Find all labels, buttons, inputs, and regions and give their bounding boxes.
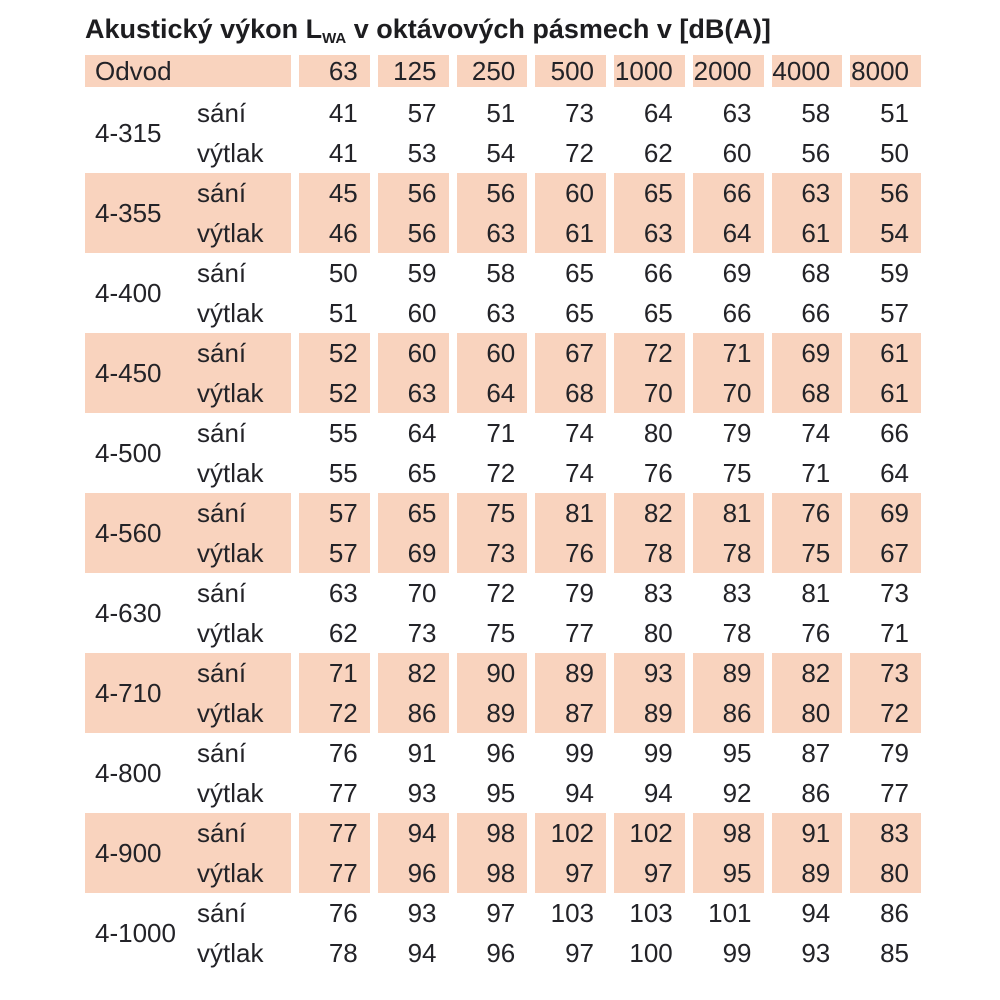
value-cell-4-450-sani-8000: 61 [842, 333, 921, 373]
value-cell-4-710-sani-63: 71 [291, 653, 370, 693]
mode-cell-sani: sání [195, 813, 291, 853]
row-4-900-vytlak [85, 853, 921, 893]
value-cell-4-400-vytlak-1000: 65 [606, 293, 685, 333]
value-cell-4-1000-vytlak-63: 78 [291, 933, 370, 973]
value-cell-4-630-sani-8000: 73 [842, 573, 921, 613]
row-4-1000-sani [85, 893, 921, 933]
value-cell-4-1000-sani-63: 76 [291, 893, 370, 933]
value-cell-4-355-sani-4000: 63 [764, 173, 843, 213]
value-cell-4-800-sani-250: 96 [449, 733, 528, 773]
mode-cell-vytlak: výtlak [195, 933, 291, 973]
mode-cell-vytlak: výtlak [195, 773, 291, 813]
value-cell-4-450-vytlak-500: 68 [527, 373, 606, 413]
value-cell-4-500-sani-500: 74 [527, 413, 606, 453]
value-cell-4-450-vytlak-250: 64 [449, 373, 528, 413]
value-cell-4-710-sani-8000: 73 [842, 653, 921, 693]
value-cell-4-800-sani-1000: 99 [606, 733, 685, 773]
value-cell-4-500-vytlak-8000: 64 [842, 453, 921, 493]
value-cell-4-500-vytlak-1000: 76 [606, 453, 685, 493]
value-cell-4-800-sani-4000: 87 [764, 733, 843, 773]
value-cell-4-800-vytlak-4000: 86 [764, 773, 843, 813]
value-cell-4-500-sani-2000: 79 [685, 413, 764, 453]
value-cell-4-355-vytlak-2000: 64 [685, 213, 764, 253]
model-cell-4-900: 4-900 [85, 813, 195, 893]
frequency-header-1000: 1000 [606, 55, 685, 93]
row-4-400-sani [85, 253, 921, 293]
value-cell-4-1000-vytlak-4000: 93 [764, 933, 843, 973]
value-cell-4-400-sani-500: 65 [527, 253, 606, 293]
value-cell-4-710-vytlak-1000: 89 [606, 693, 685, 733]
table-body [85, 93, 921, 973]
value-cell-4-315-sani-1000: 64 [606, 93, 685, 133]
mode-cell-vytlak: výtlak [195, 613, 291, 653]
value-cell-4-355-sani-250: 56 [449, 173, 528, 213]
value-cell-4-315-sani-4000: 58 [764, 93, 843, 133]
row-4-800-vytlak [85, 773, 921, 813]
value-cell-4-1000-sani-4000: 94 [764, 893, 843, 933]
model-cell-4-560: 4-560 [85, 493, 195, 573]
row-4-630-sani [85, 573, 921, 613]
model-cell-4-710: 4-710 [85, 653, 195, 733]
title-prefix: Akustický výkon L [85, 14, 323, 44]
value-cell-4-800-vytlak-125: 93 [370, 773, 449, 813]
value-cell-4-800-sani-8000: 79 [842, 733, 921, 773]
page-title [85, 14, 1000, 45]
row-4-355-sani [85, 173, 921, 213]
value-cell-4-500-vytlak-125: 65 [370, 453, 449, 493]
value-cell-4-560-sani-1000: 82 [606, 493, 685, 533]
value-cell-4-560-sani-250: 75 [449, 493, 528, 533]
value-cell-4-800-sani-2000: 95 [685, 733, 764, 773]
value-cell-4-500-vytlak-500: 74 [527, 453, 606, 493]
value-cell-4-315-vytlak-8000: 50 [842, 133, 921, 173]
value-cell-4-1000-vytlak-1000: 100 [606, 933, 685, 973]
value-cell-4-560-vytlak-250: 73 [449, 533, 528, 573]
value-cell-4-900-vytlak-2000: 95 [685, 853, 764, 893]
value-cell-4-400-sani-63: 50 [291, 253, 370, 293]
value-cell-4-800-vytlak-1000: 94 [606, 773, 685, 813]
value-cell-4-355-sani-63: 45 [291, 173, 370, 213]
value-cell-4-315-vytlak-250: 54 [449, 133, 528, 173]
model-cell-4-800: 4-800 [85, 733, 195, 813]
value-cell-4-710-sani-125: 82 [370, 653, 449, 693]
value-cell-4-400-sani-250: 58 [449, 253, 528, 293]
value-cell-4-355-sani-2000: 66 [685, 173, 764, 213]
value-cell-4-1000-sani-8000: 86 [842, 893, 921, 933]
value-cell-4-710-vytlak-8000: 72 [842, 693, 921, 733]
value-cell-4-560-sani-4000: 76 [764, 493, 843, 533]
value-cell-4-900-vytlak-1000: 97 [606, 853, 685, 893]
value-cell-4-560-vytlak-4000: 75 [764, 533, 843, 573]
value-cell-4-560-vytlak-63: 57 [291, 533, 370, 573]
model-cell-4-1000: 4-1000 [85, 893, 195, 973]
value-cell-4-800-vytlak-250: 95 [449, 773, 528, 813]
value-cell-4-710-vytlak-2000: 86 [685, 693, 764, 733]
value-cell-4-630-sani-1000: 83 [606, 573, 685, 613]
value-cell-4-315-sani-250: 51 [449, 93, 528, 133]
value-cell-4-710-vytlak-4000: 80 [764, 693, 843, 733]
value-cell-4-1000-vytlak-125: 94 [370, 933, 449, 973]
value-cell-4-900-sani-1000: 102 [606, 813, 685, 853]
value-cell-4-560-vytlak-2000: 78 [685, 533, 764, 573]
value-cell-4-450-vytlak-4000: 68 [764, 373, 843, 413]
value-cell-4-315-vytlak-500: 72 [527, 133, 606, 173]
row-4-500-vytlak [85, 453, 921, 493]
mode-cell-sani: sání [195, 653, 291, 693]
value-cell-4-630-vytlak-8000: 71 [842, 613, 921, 653]
value-cell-4-450-sani-250: 60 [449, 333, 528, 373]
value-cell-4-1000-sani-250: 97 [449, 893, 528, 933]
mode-cell-sani: sání [195, 93, 291, 133]
value-cell-4-315-vytlak-2000: 60 [685, 133, 764, 173]
value-cell-4-500-sani-1000: 80 [606, 413, 685, 453]
value-cell-4-355-sani-500: 60 [527, 173, 606, 213]
value-cell-4-355-sani-125: 56 [370, 173, 449, 213]
value-cell-4-450-vytlak-2000: 70 [685, 373, 764, 413]
value-cell-4-710-vytlak-125: 86 [370, 693, 449, 733]
value-cell-4-400-vytlak-8000: 57 [842, 293, 921, 333]
value-cell-4-710-sani-500: 89 [527, 653, 606, 693]
value-cell-4-560-sani-125: 65 [370, 493, 449, 533]
value-cell-4-900-vytlak-125: 96 [370, 853, 449, 893]
value-cell-4-900-vytlak-63: 77 [291, 853, 370, 893]
value-cell-4-800-vytlak-8000: 77 [842, 773, 921, 813]
value-cell-4-630-sani-500: 79 [527, 573, 606, 613]
value-cell-4-400-sani-125: 59 [370, 253, 449, 293]
value-cell-4-450-sani-500: 67 [527, 333, 606, 373]
value-cell-4-900-vytlak-8000: 80 [842, 853, 921, 893]
value-cell-4-315-vytlak-1000: 62 [606, 133, 685, 173]
value-cell-4-450-sani-63: 52 [291, 333, 370, 373]
value-cell-4-800-sani-63: 76 [291, 733, 370, 773]
mode-cell-sani: sání [195, 173, 291, 213]
title-suffix: v oktávových pásmech v [dB(A)] [346, 14, 771, 44]
value-cell-4-450-sani-125: 60 [370, 333, 449, 373]
frequency-header-63: 63 [291, 55, 370, 93]
value-cell-4-315-sani-500: 73 [527, 93, 606, 133]
value-cell-4-710-sani-4000: 82 [764, 653, 843, 693]
model-cell-4-400: 4-400 [85, 253, 195, 333]
value-cell-4-900-vytlak-250: 98 [449, 853, 528, 893]
value-cell-4-355-sani-1000: 65 [606, 173, 685, 213]
mode-cell-sani: sání [195, 893, 291, 933]
value-cell-4-800-vytlak-2000: 92 [685, 773, 764, 813]
value-cell-4-630-sani-250: 72 [449, 573, 528, 613]
value-cell-4-800-sani-500: 99 [527, 733, 606, 773]
value-cell-4-630-sani-2000: 83 [685, 573, 764, 613]
mode-cell-vytlak: výtlak [195, 293, 291, 333]
value-cell-4-560-sani-8000: 69 [842, 493, 921, 533]
row-4-315-sani [85, 93, 921, 133]
value-cell-4-630-sani-63: 63 [291, 573, 370, 613]
mode-cell-sani: sání [195, 493, 291, 533]
value-cell-4-355-vytlak-63: 46 [291, 213, 370, 253]
frequency-header-8000: 8000 [842, 55, 921, 93]
value-cell-4-900-sani-125: 94 [370, 813, 449, 853]
value-cell-4-400-vytlak-125: 60 [370, 293, 449, 333]
value-cell-4-400-sani-1000: 66 [606, 253, 685, 293]
value-cell-4-400-vytlak-2000: 66 [685, 293, 764, 333]
frequency-header-500: 500 [527, 55, 606, 93]
value-cell-4-900-vytlak-4000: 89 [764, 853, 843, 893]
value-cell-4-315-sani-8000: 51 [842, 93, 921, 133]
row-4-710-sani [85, 653, 921, 693]
value-cell-4-560-vytlak-1000: 78 [606, 533, 685, 573]
value-cell-4-630-vytlak-63: 62 [291, 613, 370, 653]
value-cell-4-355-sani-8000: 56 [842, 173, 921, 213]
value-cell-4-1000-sani-125: 93 [370, 893, 449, 933]
frequency-header-2000: 2000 [685, 55, 764, 93]
mode-cell-vytlak: výtlak [195, 853, 291, 893]
frequency-header-250: 250 [449, 55, 528, 93]
value-cell-4-500-sani-125: 64 [370, 413, 449, 453]
value-cell-4-560-vytlak-125: 69 [370, 533, 449, 573]
value-cell-4-900-sani-250: 98 [449, 813, 528, 853]
value-cell-4-450-sani-2000: 71 [685, 333, 764, 373]
value-cell-4-1000-sani-1000: 103 [606, 893, 685, 933]
value-cell-4-1000-vytlak-500: 97 [527, 933, 606, 973]
row-4-800-sani [85, 733, 921, 773]
value-cell-4-355-vytlak-8000: 54 [842, 213, 921, 253]
value-cell-4-900-sani-63: 77 [291, 813, 370, 853]
header-row [85, 55, 921, 93]
row-4-1000-vytlak [85, 933, 921, 973]
value-cell-4-710-sani-250: 90 [449, 653, 528, 693]
mode-cell-vytlak: výtlak [195, 213, 291, 253]
value-cell-4-500-sani-4000: 74 [764, 413, 843, 453]
value-cell-4-450-sani-4000: 69 [764, 333, 843, 373]
mode-cell-sani: sání [195, 413, 291, 453]
mode-cell-vytlak: výtlak [195, 373, 291, 413]
value-cell-4-450-vytlak-8000: 61 [842, 373, 921, 413]
value-cell-4-355-vytlak-125: 56 [370, 213, 449, 253]
value-cell-4-500-sani-8000: 66 [842, 413, 921, 453]
value-cell-4-630-vytlak-250: 75 [449, 613, 528, 653]
row-4-450-vytlak [85, 373, 921, 413]
value-cell-4-315-vytlak-4000: 56 [764, 133, 843, 173]
value-cell-4-500-sani-250: 71 [449, 413, 528, 453]
value-cell-4-710-sani-2000: 89 [685, 653, 764, 693]
corner-header-odvod: Odvod [85, 55, 291, 93]
model-cell-4-450: 4-450 [85, 333, 195, 413]
value-cell-4-900-sani-4000: 91 [764, 813, 843, 853]
value-cell-4-560-vytlak-8000: 67 [842, 533, 921, 573]
value-cell-4-1000-sani-500: 103 [527, 893, 606, 933]
value-cell-4-315-sani-125: 57 [370, 93, 449, 133]
value-cell-4-355-vytlak-250: 63 [449, 213, 528, 253]
value-cell-4-400-vytlak-500: 65 [527, 293, 606, 333]
value-cell-4-500-vytlak-2000: 75 [685, 453, 764, 493]
value-cell-4-315-sani-63: 41 [291, 93, 370, 133]
value-cell-4-630-sani-125: 70 [370, 573, 449, 613]
value-cell-4-450-vytlak-63: 52 [291, 373, 370, 413]
value-cell-4-630-vytlak-500: 77 [527, 613, 606, 653]
frequency-header-4000: 4000 [764, 55, 843, 93]
value-cell-4-630-sani-4000: 81 [764, 573, 843, 613]
value-cell-4-900-sani-500: 102 [527, 813, 606, 853]
value-cell-4-315-vytlak-125: 53 [370, 133, 449, 173]
mode-cell-sani: sání [195, 573, 291, 613]
mode-cell-sani: sání [195, 333, 291, 373]
value-cell-4-710-vytlak-63: 72 [291, 693, 370, 733]
value-cell-4-500-vytlak-63: 55 [291, 453, 370, 493]
value-cell-4-450-vytlak-125: 63 [370, 373, 449, 413]
value-cell-4-1000-vytlak-8000: 85 [842, 933, 921, 973]
value-cell-4-400-vytlak-4000: 66 [764, 293, 843, 333]
value-cell-4-800-sani-125: 91 [370, 733, 449, 773]
value-cell-4-560-sani-2000: 81 [685, 493, 764, 533]
value-cell-4-500-vytlak-250: 72 [449, 453, 528, 493]
row-4-560-sani [85, 493, 921, 533]
row-4-630-vytlak [85, 613, 921, 653]
mode-cell-vytlak: výtlak [195, 133, 291, 173]
value-cell-4-900-sani-2000: 98 [685, 813, 764, 853]
value-cell-4-710-vytlak-250: 89 [449, 693, 528, 733]
value-cell-4-315-vytlak-63: 41 [291, 133, 370, 173]
value-cell-4-1000-vytlak-2000: 99 [685, 933, 764, 973]
value-cell-4-710-sani-1000: 93 [606, 653, 685, 693]
value-cell-4-1000-sani-2000: 101 [685, 893, 764, 933]
acoustic-power-table [85, 55, 921, 973]
model-cell-4-630: 4-630 [85, 573, 195, 653]
value-cell-4-400-vytlak-63: 51 [291, 293, 370, 333]
mode-cell-vytlak: výtlak [195, 693, 291, 733]
value-cell-4-630-vytlak-125: 73 [370, 613, 449, 653]
model-cell-4-500: 4-500 [85, 413, 195, 493]
value-cell-4-900-sani-8000: 83 [842, 813, 921, 853]
frequency-header-125: 125 [370, 55, 449, 93]
value-cell-4-500-vytlak-4000: 71 [764, 453, 843, 493]
title-subscript: WA [322, 30, 347, 47]
value-cell-4-315-sani-2000: 63 [685, 93, 764, 133]
row-4-900-sani [85, 813, 921, 853]
value-cell-4-500-sani-63: 55 [291, 413, 370, 453]
value-cell-4-355-vytlak-1000: 63 [606, 213, 685, 253]
value-cell-4-1000-vytlak-250: 96 [449, 933, 528, 973]
value-cell-4-560-sani-63: 57 [291, 493, 370, 533]
value-cell-4-710-vytlak-500: 87 [527, 693, 606, 733]
value-cell-4-450-sani-1000: 72 [606, 333, 685, 373]
value-cell-4-355-vytlak-4000: 61 [764, 213, 843, 253]
value-cell-4-450-vytlak-1000: 70 [606, 373, 685, 413]
value-cell-4-400-vytlak-250: 63 [449, 293, 528, 333]
mode-cell-sani: sání [195, 253, 291, 293]
model-cell-4-315: 4-315 [85, 93, 195, 173]
value-cell-4-630-vytlak-4000: 76 [764, 613, 843, 653]
value-cell-4-400-sani-4000: 68 [764, 253, 843, 293]
row-4-710-vytlak [85, 693, 921, 733]
value-cell-4-560-vytlak-500: 76 [527, 533, 606, 573]
row-4-450-sani [85, 333, 921, 373]
value-cell-4-355-vytlak-500: 61 [527, 213, 606, 253]
mode-cell-sani: sání [195, 733, 291, 773]
value-cell-4-400-sani-8000: 59 [842, 253, 921, 293]
row-4-500-sani [85, 413, 921, 453]
value-cell-4-560-sani-500: 81 [527, 493, 606, 533]
value-cell-4-900-vytlak-500: 97 [527, 853, 606, 893]
value-cell-4-630-vytlak-1000: 80 [606, 613, 685, 653]
row-4-560-vytlak [85, 533, 921, 573]
row-4-355-vytlak [85, 213, 921, 253]
value-cell-4-630-vytlak-2000: 78 [685, 613, 764, 653]
value-cell-4-800-vytlak-63: 77 [291, 773, 370, 813]
row-4-400-vytlak [85, 293, 921, 333]
mode-cell-vytlak: výtlak [195, 453, 291, 493]
value-cell-4-400-sani-2000: 69 [685, 253, 764, 293]
row-4-315-vytlak [85, 133, 921, 173]
value-cell-4-800-vytlak-500: 94 [527, 773, 606, 813]
model-cell-4-355: 4-355 [85, 173, 195, 253]
mode-cell-vytlak: výtlak [195, 533, 291, 573]
